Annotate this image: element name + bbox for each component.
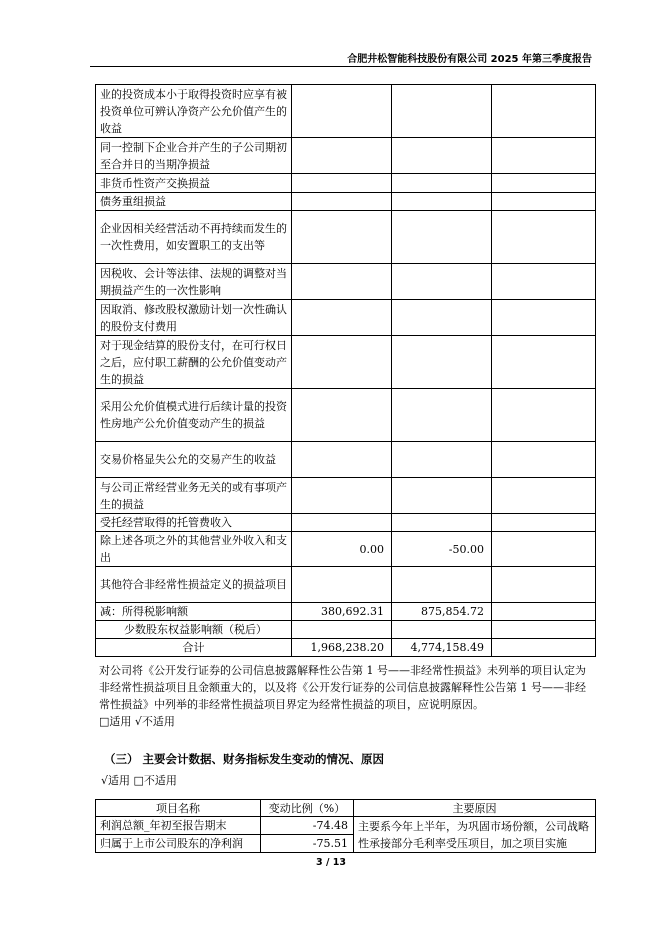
value-cell: [392, 300, 492, 336]
value-cell: [292, 389, 392, 442]
change-ratio: -75.51: [261, 835, 354, 853]
note-cell: [492, 621, 596, 639]
page-number: 3 / 13: [316, 857, 346, 868]
note-cell: [492, 211, 596, 264]
table-row: [96, 211, 596, 264]
total-label: 合计: [96, 639, 292, 657]
table-row: [96, 85, 596, 138]
note-cell: [492, 514, 596, 532]
note-cell: [492, 603, 596, 621]
row-label: 对于现金结算的股份支付，在可行权日之后，应付职工薪酬的公允价值变动产生的损益: [96, 336, 292, 389]
table-row: [96, 300, 596, 336]
value-cell: [292, 138, 392, 174]
value-cell: [292, 211, 392, 264]
row-label: 因税收、会计等法律、法规的调整对当期损益产生的一次性影响: [96, 264, 292, 300]
value-cell: [392, 442, 492, 478]
row-label: 少数股东权益影响额（税后）: [96, 621, 292, 639]
row-label: 非货币性资产交换损益: [96, 174, 292, 193]
table-row: [96, 336, 596, 389]
value-cell: [292, 478, 392, 514]
value-cell: -50.00: [392, 532, 492, 567]
note-cell: [492, 138, 596, 174]
note-cell: [492, 336, 596, 389]
header-item-name: 项目名称: [96, 800, 261, 817]
value-cell: [292, 621, 392, 639]
note-cell: [492, 174, 596, 193]
value-cell: [392, 336, 492, 389]
note-block: [99, 662, 595, 730]
note-cell: [492, 193, 596, 211]
note-text: 对公司将《公开发行证券的公司信息披露解释性公告第 1 号——非经常性损益》未列举的项目认定为非经常性损益项目且金额重大的，以及将《公开发行证券的公司信息披露解释性公告第 1 号——非经常性损益》中列举的非经常性损益项目界定为经常性损益的项目，应说明原因。: [99, 664, 586, 711]
table-row: [96, 138, 596, 174]
value-cell: [292, 300, 392, 336]
value-cell: 1,968,238.20: [292, 639, 392, 657]
row-label: 与公司正常经营业务无关的或有事项产生的损益: [96, 478, 292, 514]
table-row: [96, 621, 596, 639]
row-label: 因取消、修改股权激励计划一次性确认的股份支付费用: [96, 300, 292, 336]
row-label: 其他符合非经常性损益定义的损益项目: [96, 567, 292, 603]
row-label: 采用公允价值模式进行后续计量的投资性房地产公允价值变动产生的损益: [96, 389, 292, 442]
page-header: 合肥井松智能科技股份有限公司 2025 年第三季度报告: [347, 54, 592, 65]
value-cell: [292, 514, 392, 532]
main-reason: 主要系今年上半年，为巩固市场份额，公司战略性承接部分毛利率受压项目，加之项目实施: [354, 817, 596, 853]
value-cell: [292, 193, 392, 211]
header-change-ratio: 变动比例（%）: [261, 800, 354, 817]
value-cell: 0.00: [292, 532, 392, 567]
table-row: [96, 603, 596, 621]
note-applicability: □适用 √不适用: [99, 715, 175, 728]
value-cell: [392, 389, 492, 442]
value-cell: [392, 478, 492, 514]
table-row: [96, 532, 596, 567]
table-row: [96, 639, 596, 657]
note-cell: [492, 442, 596, 478]
note-cell: [492, 389, 596, 442]
change-ratio: -74.48: [261, 817, 354, 835]
value-cell: 380,692.31: [292, 603, 392, 621]
value-cell: [392, 264, 492, 300]
table-row: [96, 817, 596, 835]
value-cell: [392, 193, 492, 211]
key-metrics-change-table: [95, 799, 596, 853]
note-cell: [492, 300, 596, 336]
note-cell: [492, 85, 596, 138]
table-row: [96, 174, 596, 193]
header-main-reason: 主要原因: [354, 800, 596, 817]
value-cell: [392, 174, 492, 193]
note-cell: [492, 264, 596, 300]
row-label: 受托经营取得的托管费收入: [96, 514, 292, 532]
value-cell: [392, 85, 492, 138]
row-label: 除上述各项之外的其他营业外收入和支出: [96, 532, 292, 567]
value-cell: [392, 138, 492, 174]
section-title: （三） 主要会计数据、财务指标发生变动的情况、原因: [104, 752, 385, 766]
value-cell: 4,774,158.49: [392, 639, 492, 657]
table-row: [96, 567, 596, 603]
value-cell: 875,854.72: [392, 603, 492, 621]
value-cell: [292, 567, 392, 603]
value-cell: [292, 336, 392, 389]
table-row: [96, 514, 596, 532]
row-label: 债务重组损益: [96, 193, 292, 211]
value-cell: [292, 442, 392, 478]
note-cell: [492, 639, 596, 657]
value-cell: [292, 174, 392, 193]
item-name: 利润总额_年初至报告期末: [96, 817, 261, 835]
row-label: 同一控制下企业合并产生的子公司期初至合并日的当期净损益: [96, 138, 292, 174]
note-cell: [492, 567, 596, 603]
row-label: 业的投资成本小于取得投资时应享有被投资单位可辨认净资产公允价值产生的收益: [96, 85, 292, 138]
non-recurring-items-table: [95, 84, 596, 657]
note-cell: [492, 478, 596, 514]
value-cell: [392, 211, 492, 264]
note-cell: [492, 532, 596, 567]
table-row: [96, 193, 596, 211]
table-header-row: [96, 800, 596, 817]
value-cell: [392, 621, 492, 639]
row-label: 企业因相关经营活动不再持续而发生的一次性费用，如安置职工的支出等: [96, 211, 292, 264]
value-cell: [292, 264, 392, 300]
table-row: [96, 478, 596, 514]
value-cell: [392, 567, 492, 603]
row-label: 交易价格显失公允的交易产生的收益: [96, 442, 292, 478]
header-rule: [90, 66, 590, 67]
section-applicability: √适用 □不适用: [101, 774, 177, 787]
table-row: [96, 264, 596, 300]
row-label: 减：所得税影响额: [96, 603, 292, 621]
table-row: [96, 389, 596, 442]
table-row: [96, 442, 596, 478]
value-cell: [392, 514, 492, 532]
item-name: 归属于上市公司股东的净利润: [96, 835, 261, 853]
value-cell: [292, 85, 392, 138]
